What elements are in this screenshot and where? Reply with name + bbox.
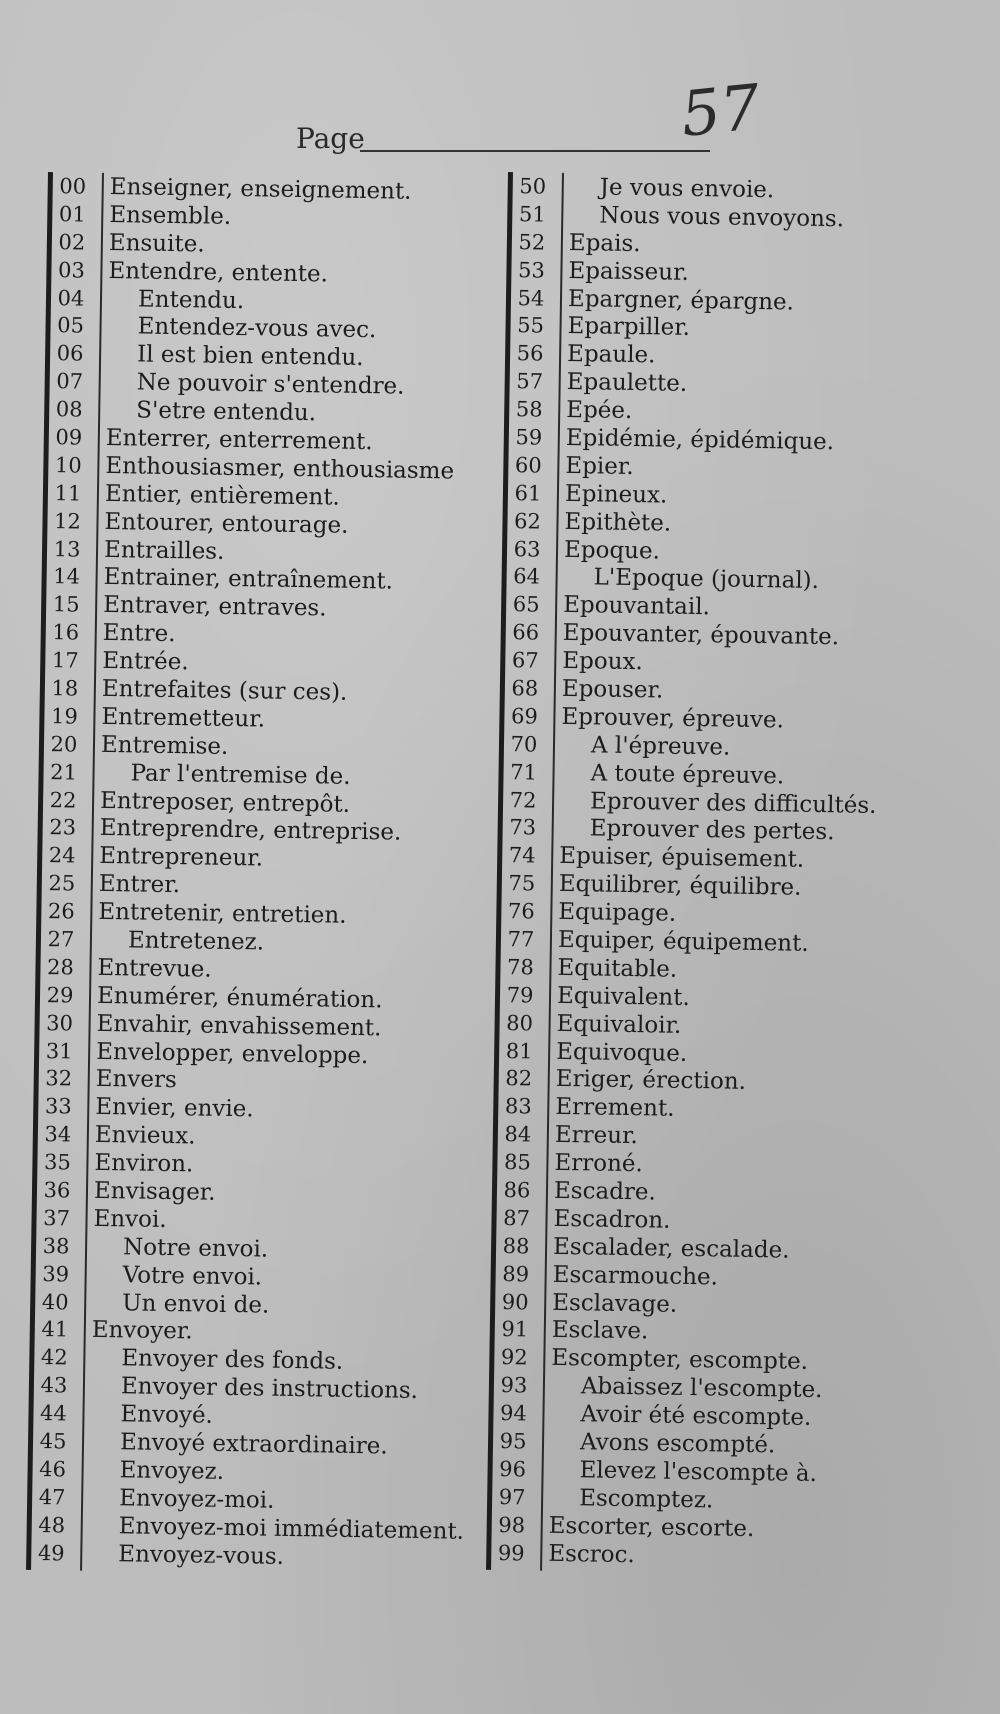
code-number: 53: [517, 257, 546, 283]
code-word: Equiper, équipement.: [557, 926, 809, 957]
code-word: Envoyer.: [91, 1317, 193, 1345]
code-number: 69: [510, 703, 539, 729]
code-number: 19: [50, 703, 79, 729]
code-word: A toute épreuve.: [590, 760, 785, 790]
code-word: Entreprendre, entreprise.: [99, 815, 402, 847]
code-number: 59: [515, 425, 543, 450]
code-word: A l'épreuve.: [590, 732, 731, 761]
code-number: 40: [41, 1289, 69, 1315]
code-number: 18: [51, 676, 79, 701]
code-word: Avons escompté.: [579, 1429, 776, 1459]
code-word: Epithète.: [564, 508, 672, 537]
code-number: 89: [502, 1261, 530, 1287]
code-word: Entrevue.: [97, 954, 212, 983]
code-number: 76: [507, 899, 535, 924]
code-word: Equivalent.: [556, 982, 690, 1011]
code-number: 05: [57, 313, 85, 338]
code-word: Entourer, entourage.: [104, 508, 349, 539]
code-word: Enseigner, enseignement.: [109, 173, 412, 205]
code-word: Avoir été escompte.: [580, 1401, 812, 1432]
code-number: 31: [45, 1038, 73, 1064]
code-number: 58: [515, 397, 543, 422]
code-number: 48: [38, 1512, 66, 1538]
code-word: Envier, envie.: [95, 1094, 254, 1123]
code-word: Enthousiasmer, enthousiasme: [105, 452, 455, 485]
code-number: 71: [510, 759, 538, 785]
code-word: Entrainer, entraînement.: [103, 564, 394, 595]
code-word: Escroc.: [548, 1540, 636, 1568]
code-number: 03: [57, 257, 86, 283]
code-number: 16: [52, 620, 80, 645]
code-word: Esclavage.: [552, 1289, 678, 1318]
code-number: 06: [56, 341, 84, 366]
code-word: Notre envoi.: [122, 1234, 269, 1263]
code-word: Epidémie, épidémique.: [565, 424, 835, 456]
code-entry: [486, 1538, 916, 1573]
code-number: 33: [44, 1094, 72, 1119]
code-word: Entraver, entraves.: [102, 592, 327, 622]
code-word: Eriger, érection.: [555, 1066, 747, 1096]
code-word: Epuiser, épuisement.: [559, 843, 805, 874]
code-number: 70: [510, 731, 538, 757]
code-number: 67: [511, 648, 539, 673]
code-number: 01: [58, 202, 86, 227]
code-number: 61: [514, 480, 542, 506]
code-word: L'Epoque (journal).: [593, 564, 820, 595]
code-word: Epée.: [566, 397, 633, 425]
code-number: 08: [55, 397, 83, 422]
code-word: Epaule.: [566, 341, 656, 369]
code-number: 56: [516, 341, 544, 366]
code-word: Eprouver des pertes.: [589, 815, 835, 846]
code-word: Entre.: [102, 620, 176, 648]
code-word: Eparpiller.: [567, 313, 691, 342]
code-number: 63: [513, 536, 541, 562]
code-number: 00: [59, 174, 87, 199]
code-number: 91: [501, 1317, 529, 1342]
code-number: 79: [506, 982, 534, 1008]
code-word: Envoyez.: [119, 1457, 225, 1485]
code-number: 68: [511, 676, 539, 701]
code-number: 74: [508, 843, 536, 868]
code-word: Entrailles.: [103, 536, 225, 565]
code-word: Esclave.: [551, 1317, 649, 1345]
code-number: 66: [512, 620, 540, 645]
code-word: Envahir, envahissement.: [96, 1010, 382, 1041]
code-number: 62: [513, 508, 542, 534]
code-word: Entreposer, entrepôt.: [99, 787, 351, 818]
code-word: Entretenez.: [127, 927, 265, 956]
code-word: Escompter, escompte.: [551, 1345, 809, 1376]
code-number: 52: [518, 229, 546, 255]
code-number: 32: [45, 1066, 73, 1091]
page-label: Page: [296, 122, 365, 155]
code-word: Equivoque.: [555, 1038, 688, 1067]
code-number: 51: [518, 202, 546, 227]
code-number: 20: [50, 731, 78, 757]
code-word: Ensuite.: [108, 229, 205, 258]
code-number: 88: [502, 1233, 530, 1259]
code-number: 92: [500, 1345, 528, 1370]
code-word: Envoi.: [93, 1205, 167, 1233]
right-code-column: [486, 172, 938, 1573]
code-number: 30: [46, 1010, 74, 1036]
code-number: 36: [43, 1178, 71, 1203]
code-word: Entrefaites (sur ces).: [101, 675, 348, 706]
code-word: Epier.: [565, 452, 634, 480]
page-number-line: [360, 150, 710, 152]
code-word: Votre envoi.: [122, 1261, 263, 1291]
code-number: 42: [40, 1345, 68, 1370]
code-number: 72: [509, 787, 537, 813]
code-number: 43: [40, 1373, 68, 1398]
code-word: Entrepreneur.: [99, 843, 264, 872]
code-word: Environ.: [94, 1149, 194, 1178]
code-word: Entendre, entente.: [108, 257, 329, 288]
code-number: 12: [53, 508, 82, 534]
code-number: 37: [43, 1205, 71, 1231]
code-word: Erreur.: [554, 1122, 639, 1150]
code-word: Epargner, épargne.: [567, 285, 795, 316]
code-number: 10: [54, 452, 82, 478]
code-number: 11: [54, 480, 82, 506]
code-word: Equilibrer, équilibre.: [558, 871, 802, 901]
code-number: 25: [48, 871, 76, 896]
code-word: Enterrer, enterrement.: [105, 424, 373, 456]
code-number: 93: [500, 1373, 528, 1398]
code-word: Envoyé extraordinaire.: [119, 1429, 388, 1460]
code-word: Elevez l'escompte à.: [579, 1457, 818, 1487]
code-word: Je vous envoie.: [599, 174, 775, 204]
code-number: 85: [503, 1150, 531, 1175]
code-number: 45: [39, 1429, 67, 1454]
code-number: 13: [53, 536, 81, 562]
code-number: 81: [505, 1038, 533, 1064]
code-word: Epouvantail.: [562, 592, 711, 621]
code-number: 65: [512, 592, 540, 617]
code-number: 96: [499, 1456, 527, 1482]
code-number: 98: [498, 1512, 526, 1538]
code-number: 47: [38, 1484, 66, 1510]
code-word: Equitable.: [557, 954, 678, 983]
code-number: 64: [513, 564, 541, 589]
code-number: 39: [42, 1261, 70, 1287]
code-word: Envers: [95, 1066, 177, 1094]
code-word: S'etre entendu.: [136, 397, 317, 427]
code-word: Entier, entièrement.: [104, 480, 341, 511]
code-word: Un envoi de.: [122, 1289, 270, 1319]
code-word: Escalader, escalade.: [552, 1233, 790, 1264]
code-number: 04: [57, 285, 85, 311]
code-word: Escomptez.: [578, 1485, 714, 1514]
code-word: Il est bien entendu.: [136, 341, 364, 372]
code-word: Epoque.: [563, 536, 661, 564]
code-number: 95: [499, 1429, 527, 1454]
handwritten-page-number: 57: [677, 70, 764, 151]
code-word: Entrer.: [98, 871, 181, 899]
code-number: 84: [504, 1122, 532, 1147]
code-number: 97: [498, 1484, 526, 1510]
code-number: 07: [56, 369, 84, 394]
code-number: 28: [46, 954, 75, 980]
code-number: 38: [42, 1233, 70, 1259]
code-word: Errement.: [555, 1094, 675, 1123]
code-word: Entendu.: [137, 285, 245, 314]
code-word: Envisager.: [93, 1177, 216, 1206]
code-word: Eprouver des difficultés.: [589, 787, 877, 819]
code-word: Entremetteur.: [101, 703, 266, 733]
code-number: 34: [44, 1122, 72, 1147]
code-word: Escorter, escorte.: [548, 1512, 755, 1542]
code-number: 86: [503, 1178, 531, 1203]
code-word: Escarmouche.: [552, 1261, 719, 1291]
code-word: Envelopper, enveloppe.: [95, 1038, 369, 1069]
code-number: 94: [499, 1401, 528, 1426]
left-code-column: [26, 172, 518, 1574]
code-number: 75: [508, 871, 536, 896]
code-number: 17: [51, 648, 79, 673]
code-word: Ensemble.: [109, 201, 232, 230]
code-word: Entrée.: [102, 647, 189, 676]
code-word: Envieux.: [94, 1122, 196, 1150]
code-word: Equivaloir.: [556, 1010, 682, 1039]
code-number: 14: [53, 564, 81, 589]
code-word: Eprouver, épreuve.: [561, 703, 785, 734]
code-number: 54: [517, 285, 545, 311]
code-number: 23: [49, 815, 77, 840]
code-word: Escadre.: [553, 1177, 657, 1206]
code-number: 83: [504, 1094, 532, 1119]
code-number: 44: [39, 1401, 68, 1426]
code-number: 15: [52, 592, 80, 617]
code-number: 73: [509, 815, 537, 840]
code-number: 77: [507, 927, 535, 952]
code-number: 09: [55, 425, 83, 450]
code-word: Erroné.: [554, 1149, 644, 1178]
code-number: 80: [506, 1010, 534, 1036]
code-entry: [26, 1538, 496, 1573]
code-number: 82: [505, 1066, 533, 1091]
code-number: 46: [39, 1456, 67, 1482]
code-number: 49: [37, 1540, 65, 1566]
code-number: 22: [49, 787, 77, 813]
code-number: 41: [41, 1317, 69, 1342]
code-number: 99: [497, 1540, 525, 1566]
code-word: Epoux.: [562, 647, 643, 676]
code-number: 26: [47, 899, 75, 924]
code-number: 78: [506, 954, 535, 980]
code-word: Nous vous envoyons.: [599, 202, 845, 233]
code-word: Epaulette.: [566, 369, 688, 398]
code-word: Escadron.: [553, 1205, 671, 1234]
code-word: Abaissez l'escompte.: [580, 1373, 823, 1404]
code-word: Envoyer des fonds.: [121, 1345, 344, 1376]
code-number: 35: [43, 1150, 71, 1175]
code-word: Epaisseur.: [568, 257, 690, 286]
code-number: 21: [50, 759, 78, 785]
code-number: 02: [58, 229, 86, 255]
code-word: Entendez-vous avec.: [137, 313, 377, 344]
code-word: Ne pouvoir s'entendre.: [136, 369, 405, 400]
code-number: 24: [48, 843, 76, 868]
code-word: Envoyez-moi immédiatement.: [118, 1512, 465, 1545]
code-number: 57: [516, 369, 544, 394]
code-word: Enumérer, énumération.: [96, 982, 383, 1014]
code-word: Epais.: [568, 229, 641, 257]
code-word: Epouvanter, épouvante.: [562, 620, 840, 651]
code-word: Envoyer des instructions.: [120, 1373, 419, 1405]
code-number: 29: [46, 982, 74, 1008]
code-word: Par l'entremise de.: [130, 760, 351, 790]
code-word: Entretenir, entretien.: [98, 898, 347, 929]
code-word: Envoyé.: [120, 1401, 214, 1429]
code-number: 87: [503, 1205, 531, 1231]
code-word: Envoyez-moi.: [118, 1485, 275, 1514]
code-number: 60: [514, 452, 542, 478]
code-word: Epouser.: [561, 675, 664, 704]
code-number: 90: [501, 1289, 529, 1315]
code-word: Epineux.: [564, 480, 668, 509]
code-word: Envoyez-vous.: [118, 1540, 285, 1570]
page-header: [296, 70, 816, 162]
code-word: Entremise.: [100, 731, 229, 760]
code-number: 55: [517, 313, 545, 338]
code-number: 27: [47, 927, 75, 952]
code-word: Equipage.: [558, 898, 677, 927]
code-number: 50: [519, 174, 547, 199]
